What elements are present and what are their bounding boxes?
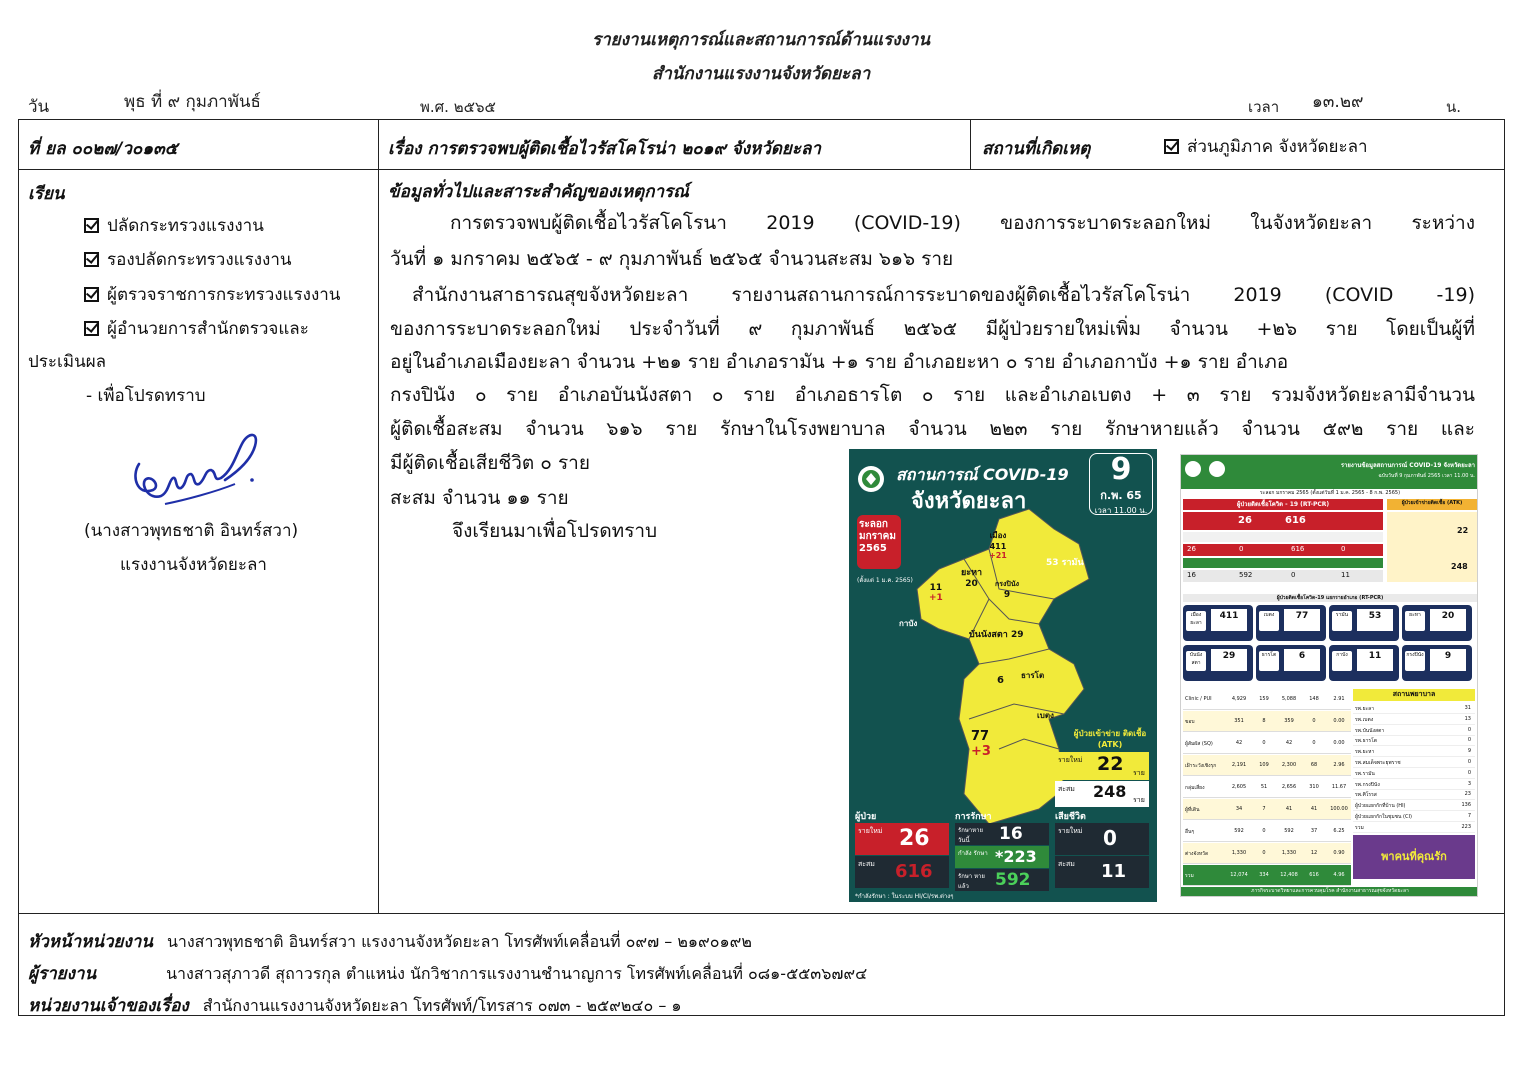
table-cell: 0 <box>1312 718 1316 724</box>
table-cell: 0 <box>1312 740 1316 746</box>
row-divider <box>18 169 1505 170</box>
covid-report-sheet <box>1180 454 1478 897</box>
district-label: กรงปินัง 9 <box>995 580 1020 600</box>
row-label: เฝ้าระวังเชิงรุก <box>1185 763 1217 769</box>
district-label: บันนังสตา 29 <box>969 630 1024 640</box>
district-label: ธารโต <box>1021 671 1045 680</box>
district-name: ยะหา <box>1405 611 1425 631</box>
table-cell: 68 <box>1310 762 1318 768</box>
table-cell: 592 <box>1234 828 1244 834</box>
stats-grid: 26 616 26 0 616 0 16 592 0 11 <box>1183 512 1383 582</box>
time-unit: น. <box>1446 98 1462 116</box>
checkbox-checked-icon[interactable] <box>1164 139 1179 154</box>
reporter <box>28 960 867 987</box>
content-line: สะสม จำนวน ๑๑ ราย <box>390 487 569 509</box>
district-value: 9 <box>1430 649 1466 671</box>
table-cell: 34 <box>1235 806 1243 812</box>
footer-divider <box>18 913 1505 914</box>
table-cell: 8 <box>1262 718 1266 724</box>
hospital-row <box>1353 768 1475 779</box>
atk-stats: 22 248 <box>1387 512 1477 582</box>
table-cell: 2,656 <box>1281 784 1297 790</box>
table-cell: 41 <box>1310 806 1318 812</box>
table-row <box>1183 689 1351 710</box>
table-cell: 2.96 <box>1333 762 1345 768</box>
table-cell: 109 <box>1259 762 1269 768</box>
district-card <box>1329 645 1399 681</box>
case-source-table <box>1183 689 1351 889</box>
day-label: วัน <box>28 97 50 117</box>
district-value: 20 <box>1430 609 1466 631</box>
hospital-name: รพ.สมเด็จพระยุพราช <box>1355 760 1401 766</box>
content-line: ผู้ติดเชื้อสะสม จำนวน ๖๑๖ ราย รักษาในโรงพยาบาล จำนวน ๒๒๓ ราย รักษาหายแล้ว จำนวน ๕๙๒ ราย และ <box>390 418 1475 440</box>
wave-badge <box>859 519 901 555</box>
district-label: เบตง <box>1037 711 1054 720</box>
checkbox-checked-icon[interactable] <box>84 218 99 233</box>
table-row <box>1183 821 1351 842</box>
death-total-box: สะสม 11 <box>1055 856 1149 888</box>
year-value: พ.ศ. ๒๕๖๕ <box>420 98 496 116</box>
table-cell: 2,605 <box>1231 784 1247 790</box>
recipient-item <box>84 246 292 273</box>
row-label: ผู้ที่เดิน <box>1185 807 1200 813</box>
hospital-row <box>1353 800 1475 811</box>
hospital-row <box>1353 735 1475 746</box>
district-header: ผู้ป่วยติดเชื้อโควิด-19 แยกรายอำเภอ (RT-PCR) <box>1183 594 1477 602</box>
hospital-name: ผู้ป่วยแยกกักที่บ้าน (HI) <box>1355 803 1406 810</box>
wave-note: (ตั้งแต่ 1 ม.ค. 2565) <box>857 577 913 584</box>
date-day: 9 <box>1110 452 1132 487</box>
district-card <box>1183 645 1253 681</box>
hospital-table <box>1353 703 1475 833</box>
hospital-row <box>1353 725 1475 736</box>
table-cell: 0 <box>1262 850 1266 856</box>
district-label: เมือง 411 +21 <box>989 531 1007 560</box>
district-card <box>1256 605 1326 641</box>
hospital-value: 0 <box>1467 769 1471 776</box>
district-value: 29 <box>1211 649 1247 671</box>
place-label: สถานที่เกิดเหตุ <box>982 139 1091 159</box>
recipient-label: ผู้ตรวจราชการกระทรวงแรงงาน <box>107 285 341 305</box>
row-label: รวม <box>1185 873 1194 879</box>
content-line: อยู่ในอำเภอเมืองยะลา จำนวน +๒๑ ราย อำเภอรามัน +๑ ราย อำเภอยะหา ๐ ราย อำเภอกาบัง +๑ ราย อำเภอ <box>390 351 1289 373</box>
table-cell: 2.91 <box>1333 696 1345 702</box>
signer-title: แรงงานจังหวัดยะลา <box>120 555 267 575</box>
hospital-value: 9 <box>1467 748 1471 755</box>
hospital-row <box>1353 757 1475 768</box>
row-label: กลุ่มเสี่ยง <box>1185 785 1205 791</box>
district-label: 53 รามัน +1 <box>1046 558 1084 579</box>
district-card <box>1183 605 1253 641</box>
row-label: ขอบ <box>1185 719 1195 725</box>
table-cell: 12,408 <box>1280 872 1298 878</box>
hospital-value: 136 <box>1461 802 1471 809</box>
info-title: สถานการณ์ COVID-19 <box>896 465 1069 484</box>
table-cell: 0.00 <box>1333 740 1345 746</box>
rtpcr-header: ผู้ป่วยติดเชื้อโควิด - 19 (RT-PCR) <box>1183 499 1383 510</box>
hospital-value: 0 <box>1467 726 1471 733</box>
hospital-value: 0 <box>1467 737 1471 744</box>
hospital-row <box>1353 822 1475 833</box>
content-closing: จึงเรียนมาเพื่อโปรดทราบ <box>452 520 658 542</box>
recipient-item <box>84 212 264 239</box>
table-cell: 616 <box>1309 872 1319 878</box>
table-row <box>1183 843 1351 864</box>
hospital-name: รพ.ศิโรรส <box>1355 792 1377 799</box>
hospital-name: ผู้ป่วยแยกกักในชุมชน (CI) <box>1355 814 1412 820</box>
hospital-row <box>1353 714 1475 725</box>
document-number: ที่ ยล ๐๐๒๗/ว๐๑๓๕ <box>28 139 178 159</box>
hospital-name: รพ.บันนังสตา <box>1355 727 1385 734</box>
atk-new-box: รายใหม่ 22 ราย <box>1055 752 1149 780</box>
sheet-footer: ภารกิจระบาดวิทยาและการควบคุมโรค สำนักงานสาธารณสุขจังหวัดยะลา <box>1181 887 1478 897</box>
campaign-banner: พาคนที่คุณรัก <box>1353 835 1475 879</box>
head-value: นางสาวพุทธชาติ อินทร์สวา แรงงานจังหวัดยะลา โทรศัพท์เคลื่อนที่ ๐๙๗ – ๒๑๙๐๑๙๒ <box>166 932 752 951</box>
table-row <box>1183 755 1351 776</box>
table-cell: 159 <box>1259 696 1269 702</box>
table-cell: 592 <box>1284 828 1294 834</box>
district-name: ธารโต <box>1259 651 1279 671</box>
table-cell: 12,074 <box>1230 872 1248 878</box>
owner-value: สำนักงานแรงงานจังหวัดยะลา โทรศัพท์/โทรสาร ๐๗๓ - ๒๕๙๒๔๐ – ๑ <box>202 996 682 1015</box>
report-title: รายงานเหตุการณ์และสถานการณ์ด้านแรงงาน <box>591 30 931 50</box>
district-label: 11 +1 <box>929 583 943 603</box>
hospital-row <box>1353 789 1475 800</box>
col-divider-place <box>970 119 971 170</box>
district-label: 6 <box>997 675 1004 686</box>
table-cell: 334 <box>1259 872 1269 878</box>
district-value: 11 <box>1357 649 1393 671</box>
col-divider <box>378 119 379 914</box>
recipient-label: ปลัดกระทรวงแรงงาน <box>107 216 264 236</box>
recipient-continuation: ประเมินผล <box>28 352 107 372</box>
district-card <box>1256 645 1326 681</box>
district-card <box>1402 645 1472 681</box>
time-label: เวลา <box>1248 98 1280 116</box>
table-cell: 12 <box>1310 850 1318 856</box>
atk-label: ผู้ป่วยเข้าข่าย ติดเชื้อ (ATK) <box>1073 729 1147 749</box>
hospital-row <box>1353 811 1475 822</box>
content-line: การตรวจพบผู้ติดเชื้อไวรัสโคโรนา 2019 (COVID-19) ของการระบาดระลอกใหม่ ในจังหวัดยะลา ระหว่าง <box>450 212 1475 234</box>
hospital-value: 31 <box>1464 705 1471 711</box>
hospital-header: สถานพยาบาล <box>1353 689 1475 701</box>
table-cell: 0 <box>1262 828 1266 834</box>
table-cell: 41 <box>1285 806 1293 812</box>
table-cell: 7 <box>1262 806 1266 812</box>
table-cell: 2,300 <box>1281 762 1297 768</box>
date-month: ก.พ. 65 <box>1100 489 1142 502</box>
info-province: จังหวัดยะลา <box>911 489 1027 514</box>
checkbox-checked-icon[interactable] <box>84 287 99 302</box>
content-line: สำนักงานสาธารณสุขจังหวัดยะลา รายงานสถานการณ์การระบาดของผู้ติดเชื้อไวรัสโคโรน่า 2019 (COVID -19) <box>412 284 1475 306</box>
content-line: ของการระบาดระลอกใหม่ ประจำวันที่ ๙ กุมภาพันธ์ ๒๕๖๕ มีผู้ป่วยรายใหม่เพิ่ม จำนวน +๒๖ ราย โดยเป็นผู้ที่ <box>390 318 1475 340</box>
ministry-logo-icon <box>1209 461 1225 477</box>
district-value: 6 <box>1284 649 1320 671</box>
reporter-value: นางสาวสุภาวดี สุถาวรกุล ตำแหน่ง นักวิชาการแรงงานชำนาญการ โทรศัพท์เคลื่อนที่ ๐๘๑-๕๕๓๖๗๙๔ <box>166 964 868 983</box>
recovered-total-box: รักษา หายแล้ว 592 <box>955 869 1049 891</box>
office-title: สำนักงานแรงงานจังหวัดยะลา <box>651 64 871 84</box>
wave-note: ระลอก มกราคม 2565 (ตั้งแต่วันที่ 1 ม.ค. 2565 - 8 ก.พ. 2565) <box>1259 490 1401 496</box>
table-cell: 0.00 <box>1333 718 1345 724</box>
section-death: เสียชีวิต <box>1055 812 1086 822</box>
district-value: 77 <box>1284 609 1320 631</box>
district-grid <box>1183 605 1477 685</box>
district-name: รามัน <box>1332 611 1352 631</box>
table-cell: 0 <box>1262 740 1266 746</box>
table-cell: 4.96 <box>1333 872 1345 878</box>
district-value: 53 <box>1357 609 1393 631</box>
covid-infographic-map <box>849 449 1157 902</box>
row-label: Clinic / PUI <box>1185 696 1212 702</box>
table-cell: 51 <box>1260 784 1268 790</box>
hospital-value: 0 <box>1467 759 1471 765</box>
sheet-header: รายงานข้อมูลสถานการณ์ COVID-19 จังหวัดยะลา ฉบับวันที่ 9 กุมภาพันธ์ 2565 เวลา 11.00 น. <box>1181 455 1478 489</box>
reporter-label: ผู้รายงาน <box>28 964 97 984</box>
hospital-value: 3 <box>1467 780 1471 787</box>
hospital-name: รพ.กรงปินัง <box>1355 781 1380 788</box>
table-row <box>1183 733 1351 754</box>
section-patient: ผู้ป่วย <box>855 812 877 822</box>
signature-image <box>125 420 265 510</box>
hospital-name: รวม <box>1355 824 1364 831</box>
row-label: อื่นๆ <box>1185 829 1195 835</box>
wave-year: 2565 <box>859 543 887 554</box>
district-name: เบตง <box>1259 611 1279 631</box>
district-card <box>1329 605 1399 641</box>
atk-header: ผู้ป่วยเข้าข่ายติดเชื้อ (ATK) <box>1387 499 1477 510</box>
day-value: พุธ ที่ ๙ กุมภาพันธ์ <box>124 92 261 112</box>
row-label: ต่างจังหวัด <box>1185 851 1209 857</box>
table-cell: 5,088 <box>1281 696 1297 702</box>
hospital-value: 23 <box>1464 791 1471 798</box>
district-name: บันนัง สตา <box>1186 651 1206 671</box>
table-cell: 310 <box>1309 784 1319 790</box>
table-cell: 6.25 <box>1333 828 1345 834</box>
table-row <box>1183 799 1351 820</box>
table-cell: 37 <box>1310 828 1318 834</box>
recipient-item <box>84 281 340 308</box>
table-row <box>1183 777 1351 798</box>
district-value: 411 <box>1211 609 1247 631</box>
hospital-name: รพ.ธารโต <box>1355 738 1378 745</box>
wave-label: ระลอก <box>859 519 888 530</box>
recipient-label: รองปลัดกระทรวงแรงงาน <box>107 250 292 270</box>
time-value: ๑๓.๒๙ <box>1312 92 1364 112</box>
hospital-row <box>1353 779 1475 790</box>
emblem-icon <box>1185 461 1201 477</box>
recipient-item <box>84 315 309 342</box>
table-cell: 100.00 <box>1330 806 1348 812</box>
section-treatment: การรักษา <box>955 812 992 822</box>
table-cell: 351 <box>1234 718 1244 724</box>
owner-unit <box>28 992 682 1019</box>
place-value: ส่วนภูมิภาค จังหวัดยะลา <box>1187 137 1368 157</box>
wave-month: มกราคม <box>859 531 896 542</box>
new-cases-value: 26 <box>899 826 930 851</box>
table-cell: 0.90 <box>1333 850 1345 856</box>
content-line: มีผู้ติดเชื้อเสียชีวิต ๐ ราย <box>390 452 590 474</box>
table-cell: 2,191 <box>1231 762 1247 768</box>
owner-label: หน่วยงานเจ้าของเรื่อง <box>28 996 189 1016</box>
hospital-value: 7 <box>1467 813 1471 819</box>
district-name: กาบัง <box>1332 651 1352 671</box>
table-row <box>1183 711 1351 732</box>
hospital-value: 223 <box>1461 823 1471 830</box>
cum-cases-box: สะสม 616 <box>855 856 949 888</box>
table-row <box>1183 865 1351 886</box>
district-card <box>1402 605 1472 641</box>
cum-cases-value: 616 <box>895 861 933 882</box>
new-cases-box: รายใหม่ 26 <box>855 823 949 855</box>
table-cell: 1,330 <box>1281 850 1297 856</box>
hospital-name: รพ.เบตง <box>1355 716 1374 723</box>
district-name: เมือง ยะลา <box>1186 611 1206 631</box>
death-new-box: รายใหม่ 0 <box>1055 823 1149 855</box>
checkbox-checked-icon[interactable] <box>84 321 99 336</box>
hospital-name: รพ.ยะลา <box>1355 706 1375 712</box>
table-cell: 42 <box>1235 740 1243 746</box>
place-field <box>1164 133 1368 160</box>
hospital-name: รพ.รามัน <box>1355 770 1375 777</box>
footnote: *กำลังรักษา : ในระบบ HI/CI/รพ.ต่างๆ <box>855 893 954 900</box>
atk-total-box: สะสม 248 ราย <box>1055 781 1149 807</box>
signer-name: (นางสาวพุทธชาติ อินทร์สวา) <box>84 521 299 541</box>
table-cell: 359 <box>1284 718 1294 724</box>
date-badge <box>1089 453 1153 515</box>
table-cell: 148 <box>1309 696 1319 702</box>
district-label: 77 +3 <box>971 729 991 759</box>
content-heading: ข้อมูลทั่วไปและสาระสำคัญของเหตุการณ์ <box>388 182 689 202</box>
content-line: วันที่ ๑ มกราคม ๒๕๖๕ - ๙ กุมภาพันธ์ ๒๕๖๕ จำนวนสะสม ๖๑๖ ราย <box>390 248 954 270</box>
head-label: หัวหน้าหน่วยงาน <box>28 932 153 952</box>
hospital-row <box>1353 703 1475 714</box>
date-time: เวลา 11.00 น. <box>1094 506 1148 515</box>
hospital-name: รพ.ยะหา <box>1355 749 1375 756</box>
hospital-row <box>1353 746 1475 757</box>
to-label: เรียน <box>28 184 65 204</box>
content-line: กรงปินัง ๐ ราย อำเภอบันนังสตา ๐ ราย อำเภอธารโต ๐ ราย และอำเภอเบตง + ๓ ราย รวมจังหวัดยะลามีจำนวน <box>390 384 1475 406</box>
recipient-label: ผู้อำนวยการสำนักตรวจและ <box>107 319 309 339</box>
hospital-value: 13 <box>1464 715 1471 722</box>
in-treatment-box: กำลัง รักษา *223 <box>955 846 1049 868</box>
table-cell: 42 <box>1285 740 1293 746</box>
note: - เพื่อโปรดทราบ <box>86 386 206 406</box>
row-label: ผู้สัมผัส (SQ) <box>1185 741 1213 747</box>
district-label: ยะหา 20 <box>961 568 983 589</box>
recovered-today-box: รักษาหาย วันนี้ 16 <box>955 823 1049 845</box>
district-name: กรงปินัง <box>1405 651 1425 671</box>
table-cell: 11.67 <box>1331 784 1347 790</box>
table-cell: 1,330 <box>1231 850 1247 856</box>
district-label: กาบัง <box>899 619 918 628</box>
head-of-unit <box>28 928 752 955</box>
subject: เรื่อง การตรวจพบผู้ติดเชื้อไวรัสโคโรน่า ๒๐๑๙ จังหวัดยะลา <box>388 139 821 159</box>
table-cell: 4,929 <box>1231 696 1247 702</box>
checkbox-checked-icon[interactable] <box>84 252 99 267</box>
